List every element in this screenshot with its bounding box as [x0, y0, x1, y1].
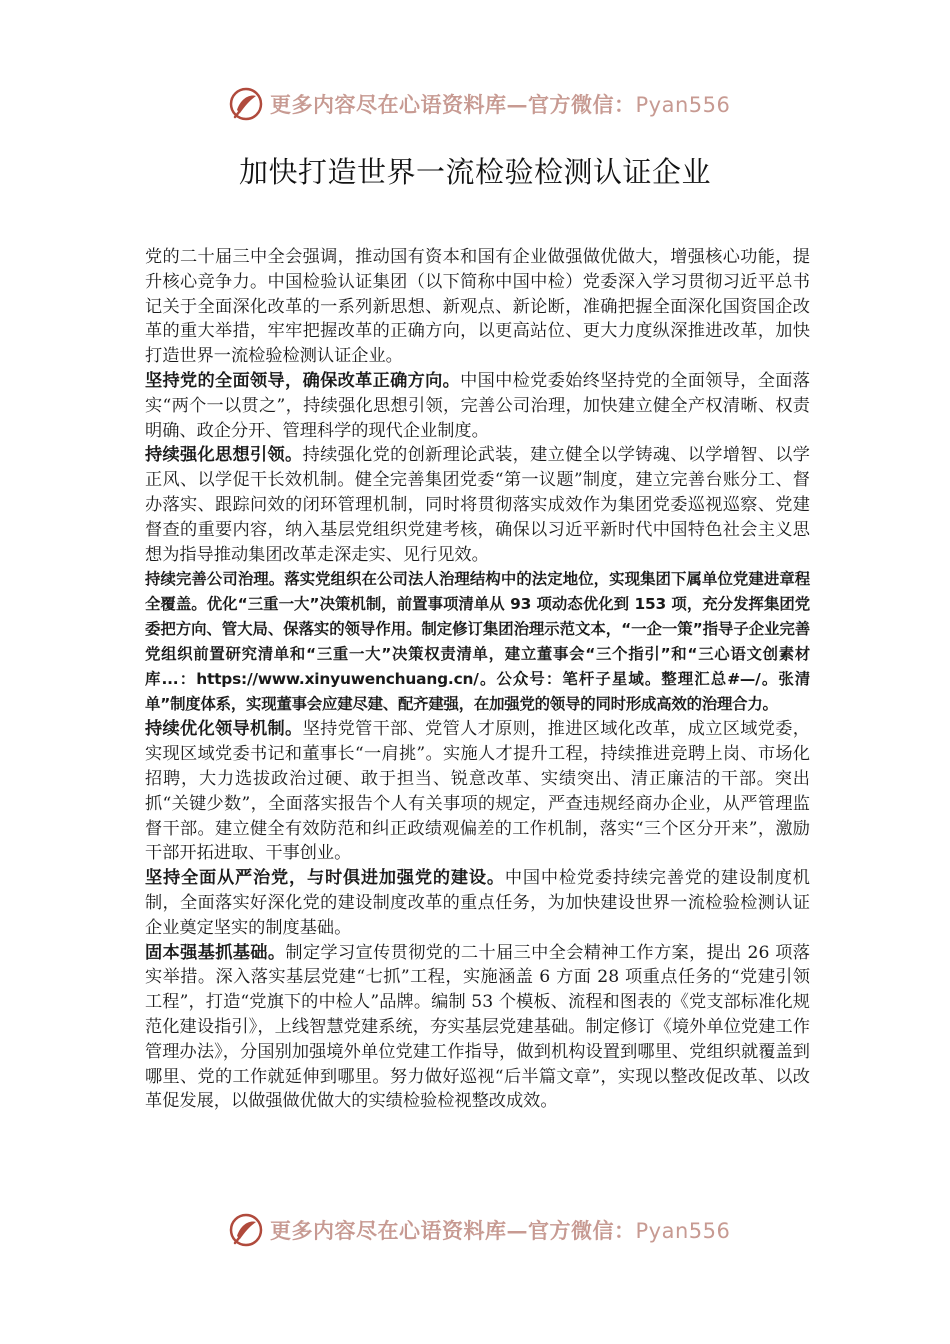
section-body: 中国中检党委始终坚持党的全面领导，全面落实“两个一以贯之”，持续强化思想引领，完善公司治理，加快建立健全产权清晰、权责明确、政企分开、管理科学的现代企业制度。 — [145, 370, 810, 441]
document-title: 加快打造世界一流检验检测认证企业 — [238, 155, 711, 189]
section-paragraph — [145, 866, 810, 940]
section-body: 持续完善公司治理。落实党组织在公司法人治理结构中的法定地位，实现集团下属单位党建进章程全覆盖。优化“三重一大”决策机制，前置事项清单从 93 项动态优化到 153 项，充分发挥集团党委把方向、管大局、保落实的领导作用。制定修订集团治理示范文本，“一企一策”指导子企业完善党组织前置研究清单和“三重一大”决策权责清单，建立董事会“三个指引”和“三心语文创素材库...：https://www.xinyuwenchuang.cn/。公众号：笔杆子星域。整理汇总#—/。张清单”制度体系，实现董事会应建尽建、配齐建强，在加强党的领导的同时形成高效的治理合力。 — [145, 570, 810, 714]
section-paragraph — [145, 369, 810, 443]
section-paragraph — [145, 567, 810, 717]
section-paragraph — [145, 717, 810, 866]
section-heading: 持续优化领导机制。 — [145, 719, 303, 740]
section-body: 坚持党管干部、党管人才原则，推进区域化改革，成立区域党委，实现区域党委书记和董事长“一肩挑”。实施人才提升工程，持续推进竞聘上岗、市场化招聘，大力选拔政治过硬、敢于担当、锐意改革、实绩突出、清正廉洁的干部。突出抓“关键少数”，全面落实报告个人有关事项的规定，严查违规经商办企业，从严管理监督干部。建立健全有效防范和纠正政绩观偏差的工作机制，落实“三个区分开来”，激励干部开拓进取、干事创业。 — [145, 719, 810, 864]
intro-paragraph: 党的二十届三中全会强调，推动国有资本和国有企业做强做优做大，增强核心功能，提升核心竞争力。中国检验认证集团（以下简称中国中检）党委深入学习贯彻习近平总书记关于全面深化改革的一系列新思想、新观点、新论断，准确把握全面深化国资国企改革的重大举措，牢牢把握改革的正确方向，以更高站位、更大力度纵深推进改革，加快打造世界一流检验检测认证企业。 — [145, 247, 810, 367]
bottom-watermark-banner — [0, 1210, 950, 1250]
section-heading: 坚持党的全面领导，确保改革正确方向。 — [145, 370, 461, 391]
section-heading: 固本强基抓基础。 — [145, 942, 286, 963]
section-body: 持续强化党的创新理论武装，建立健全以学铸魂、以学增智、以学正风、以学促干长效机制。健全完善集团党委“第一议题”制度，建立完善台账分工、督办落实、跟踪问效的闭环管理机制，同时将贯彻落实成效作为集团党委巡视巡察、党建督查的重要内容，纳入基层党组织党建考核，确保以习近平新时代中国特色社会主义思想为指导推动集团改革走深走实、见行见效。 — [145, 445, 810, 565]
section-paragraph — [145, 941, 810, 1115]
top-watermark-banner — [0, 84, 950, 124]
section-heading: 持续强化思想引领。 — [145, 445, 303, 466]
section-body: 中国中检党委持续完善党的建设制度机制，全面落实好深化党的建设制度改革的重点任务，为加快建设世界一流检验检测认证企业奠定坚实的制度基础。 — [145, 868, 810, 938]
banner-text — [270, 89, 730, 119]
banner-wechat-id: Pyan556 — [635, 1219, 731, 1243]
banner-wechat-id: Pyan556 — [635, 93, 731, 117]
banner-slogan: 更多内容尽在心语资料库—官方微信： — [270, 1218, 636, 1243]
section-heading: 坚持全面从严治党，与时俱进加强党的建设。 — [145, 868, 505, 889]
document-body — [145, 245, 810, 1114]
section-body: 制定学习宣传贯彻党的二十届三中全会精神工作方案，提出 26 项落实举措。深入落实基层党建“七抓”工程，实施涵盖 6 方面 28 项重点任务的“党建引领工程”，打造“党旗下的中检人”品牌。编制 53 个模板、流程和图表的《党支部标准化规范化建设指引》，上线智慧党建系统，夯实基层党建基础。制定修订《境外单位党建工作管理办法》，分国别加强境外单位党建工作指导，做到机构设置到哪里、党组织就覆盖到哪里、党的工作就延伸到哪里。努力做好巡视“后半篇文章”，实现以整改促改革、以改革促发展，以做强做优做大的实绩检验检视整改成效。 — [145, 942, 810, 1112]
logo-icon — [228, 86, 264, 122]
banner-text — [270, 1215, 730, 1245]
section-paragraph — [145, 443, 810, 567]
logo-icon — [228, 1212, 264, 1248]
banner-slogan: 更多内容尽在心语资料库—官方微信： — [270, 92, 636, 117]
